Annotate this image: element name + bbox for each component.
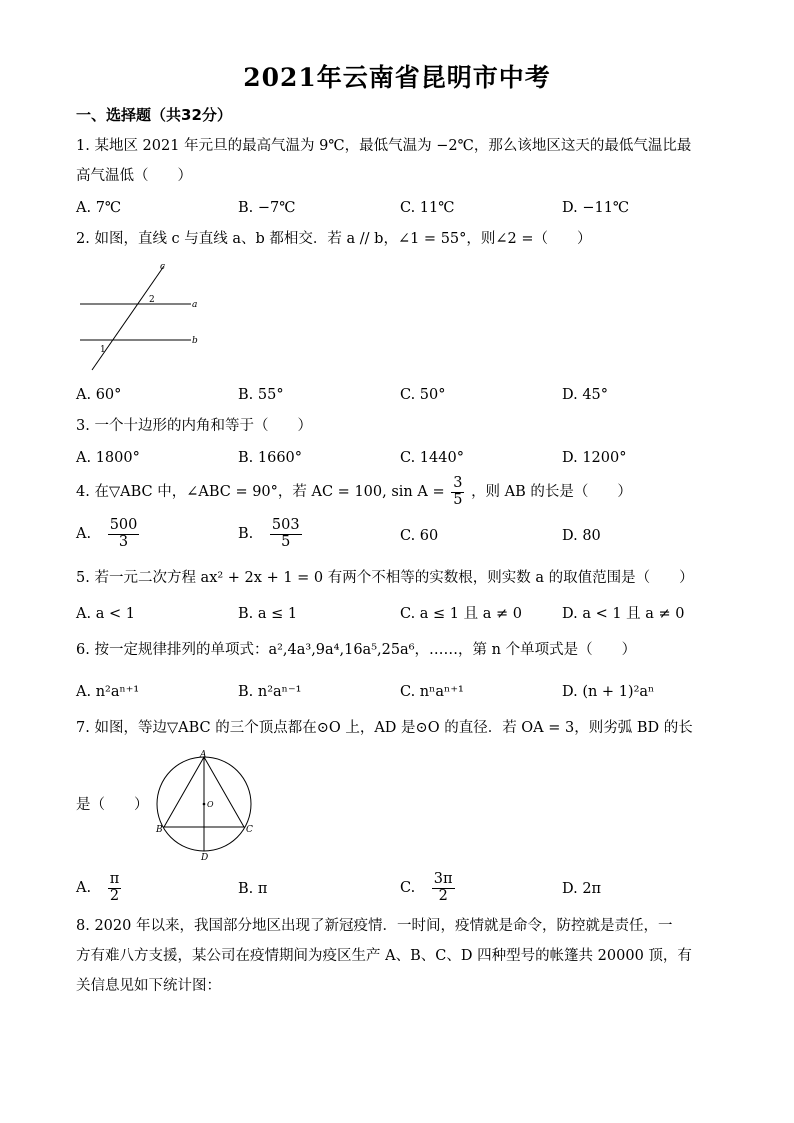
q4-option-a-den: 3 <box>118 533 129 550</box>
q1-stem-line2: 高气温低（ ） <box>76 168 192 184</box>
q2-parallel-lines-figure <box>76 258 206 374</box>
q3-stem: 3. 一个十边形的内角和等于（ ） <box>76 418 312 434</box>
q7-option-d: D. 2π <box>562 881 602 897</box>
q8-stem-line3: 关信息见如下统计图： <box>76 978 221 994</box>
q4-option-a-num: 500 <box>109 517 138 534</box>
q7-stem-line2: 是（ ） <box>76 797 149 813</box>
q2-option-c: C. 50° <box>400 387 446 403</box>
q7-option-a-den: 2 <box>109 887 120 904</box>
q5-option-d: D. a < 1 且 a ≠ 0 <box>562 606 685 622</box>
q5-stem: 5. 若一元二次方程 ax² + 2x + 1 = 0 有两个不相等的实数根，则实数 a 的取值范围是（ ） <box>76 570 694 586</box>
q7-option-a-label: A. <box>76 880 92 896</box>
q3-option-d: D. 1200° <box>562 450 627 466</box>
q7-option-c-label: C. <box>400 880 416 896</box>
q7-option-a <box>76 870 123 906</box>
section-heading: 一、选择题（共32分） <box>76 106 232 124</box>
center-point-o <box>203 803 206 806</box>
label-D: D <box>201 853 209 862</box>
label-A: A <box>200 750 207 760</box>
label-C: C <box>246 825 253 835</box>
q4-option-a-label: A. <box>76 526 92 542</box>
q4-stem-pre: 4. 在▽ABC 中，∠ABC = 90°，若 AC = 100, sin A = <box>76 484 445 500</box>
q4-sin-fraction <box>451 476 464 507</box>
exam-title: 2021年云南省昆明市中考 <box>243 63 551 92</box>
q8-stem-line2: 方有难八方支援，某公司在疫情期间为疫区生产 A、B、C、D 四种型号的帐篷共 20000 顶，有 <box>76 948 692 964</box>
q2-option-d: D. 45° <box>562 387 609 403</box>
q3-option-c: C. 1440° <box>400 450 464 466</box>
q7-option-a-num: π <box>109 871 120 888</box>
q4-stem <box>76 474 632 510</box>
q7-option-c-num: 3π <box>433 871 453 888</box>
q6-option-b: B. n²aⁿ⁻¹ <box>238 684 302 700</box>
q6-stem: 6. 按一定规律排列的单项式：a²,4a³,9a⁴,16a⁵,25a⁶，……，第 n 个单项式是（ ） <box>76 642 637 658</box>
q4-option-a-fraction <box>108 518 140 549</box>
q1-stem-line1: 1. 某地区 2021 年元旦的最高气温为 9℃，最低气温为 −2℃，那么该地区这天的最低气温比最 <box>76 138 692 154</box>
q4-option-a <box>76 516 141 552</box>
q4-option-b-label: B. <box>238 526 254 542</box>
q1-option-d: D. −11℃ <box>562 200 630 216</box>
q4-option-b-fraction <box>270 518 302 549</box>
label-O: O <box>207 800 214 809</box>
q2-option-a: A. 60° <box>76 387 122 403</box>
q7-stem-line1: 7. 如图，等边▽ABC 的三个顶点都在⊙O 上，AD 是⊙O 的直径．若 OA = 3，则劣弧 BD 的长 <box>76 720 693 736</box>
q7-circle-triangle-figure <box>150 750 260 862</box>
q7-option-a-fraction <box>108 872 122 903</box>
q2-option-b: B. 55° <box>238 387 284 403</box>
label-a: a <box>192 300 198 310</box>
q2-stem: 2. 如图，直线 c 与直线 a、b 都相交．若 a // b，∠1 = 55°，则∠2 =（ ） <box>76 231 592 247</box>
q8-stem-line1: 8. 2020 年以来，我国部分地区出现了新冠疫情．一时间，疫情就是命令，防控就是责任，一 <box>76 918 673 934</box>
q7-option-c <box>400 870 457 906</box>
q6-option-a: A. n²aⁿ⁺¹ <box>76 684 140 700</box>
q4-option-b-num: 503 <box>271 517 300 534</box>
q3-option-b: B. 1660° <box>238 450 303 466</box>
q6-option-d: D. (n + 1)²aⁿ <box>562 684 655 700</box>
label-b: b <box>192 336 198 346</box>
q4-frac-den: 5 <box>453 491 463 508</box>
label-angle-1: 1 <box>100 345 106 355</box>
q4-option-c: C. 60 <box>400 528 439 544</box>
q1-option-b: B. −7℃ <box>238 200 296 216</box>
q1-option-a: A. 7℃ <box>76 200 122 216</box>
q4-option-d: D. 80 <box>562 528 601 544</box>
label-B: B <box>156 825 163 835</box>
q3-option-a: A. 1800° <box>76 450 140 466</box>
q5-option-c: C. a ≤ 1 且 a ≠ 0 <box>400 606 522 622</box>
label-c: c <box>160 262 166 272</box>
q5-option-b: B. a ≤ 1 <box>238 606 298 622</box>
q4-option-b-den: 5 <box>281 533 291 550</box>
q7-option-c-fraction <box>432 872 455 903</box>
q7-option-b: B. π <box>238 881 268 897</box>
q7-option-c-den: 2 <box>438 887 448 904</box>
q4-stem-post: ，则 AB 的长是（ ） <box>471 484 632 500</box>
q1-option-c: C. 11℃ <box>400 200 455 216</box>
label-angle-2: 2 <box>149 295 155 305</box>
q5-option-a: A. a < 1 <box>76 606 135 622</box>
q4-option-b <box>238 516 304 552</box>
q6-option-c: C. nⁿaⁿ⁺¹ <box>400 684 464 700</box>
q4-frac-num: 3 <box>453 475 463 492</box>
